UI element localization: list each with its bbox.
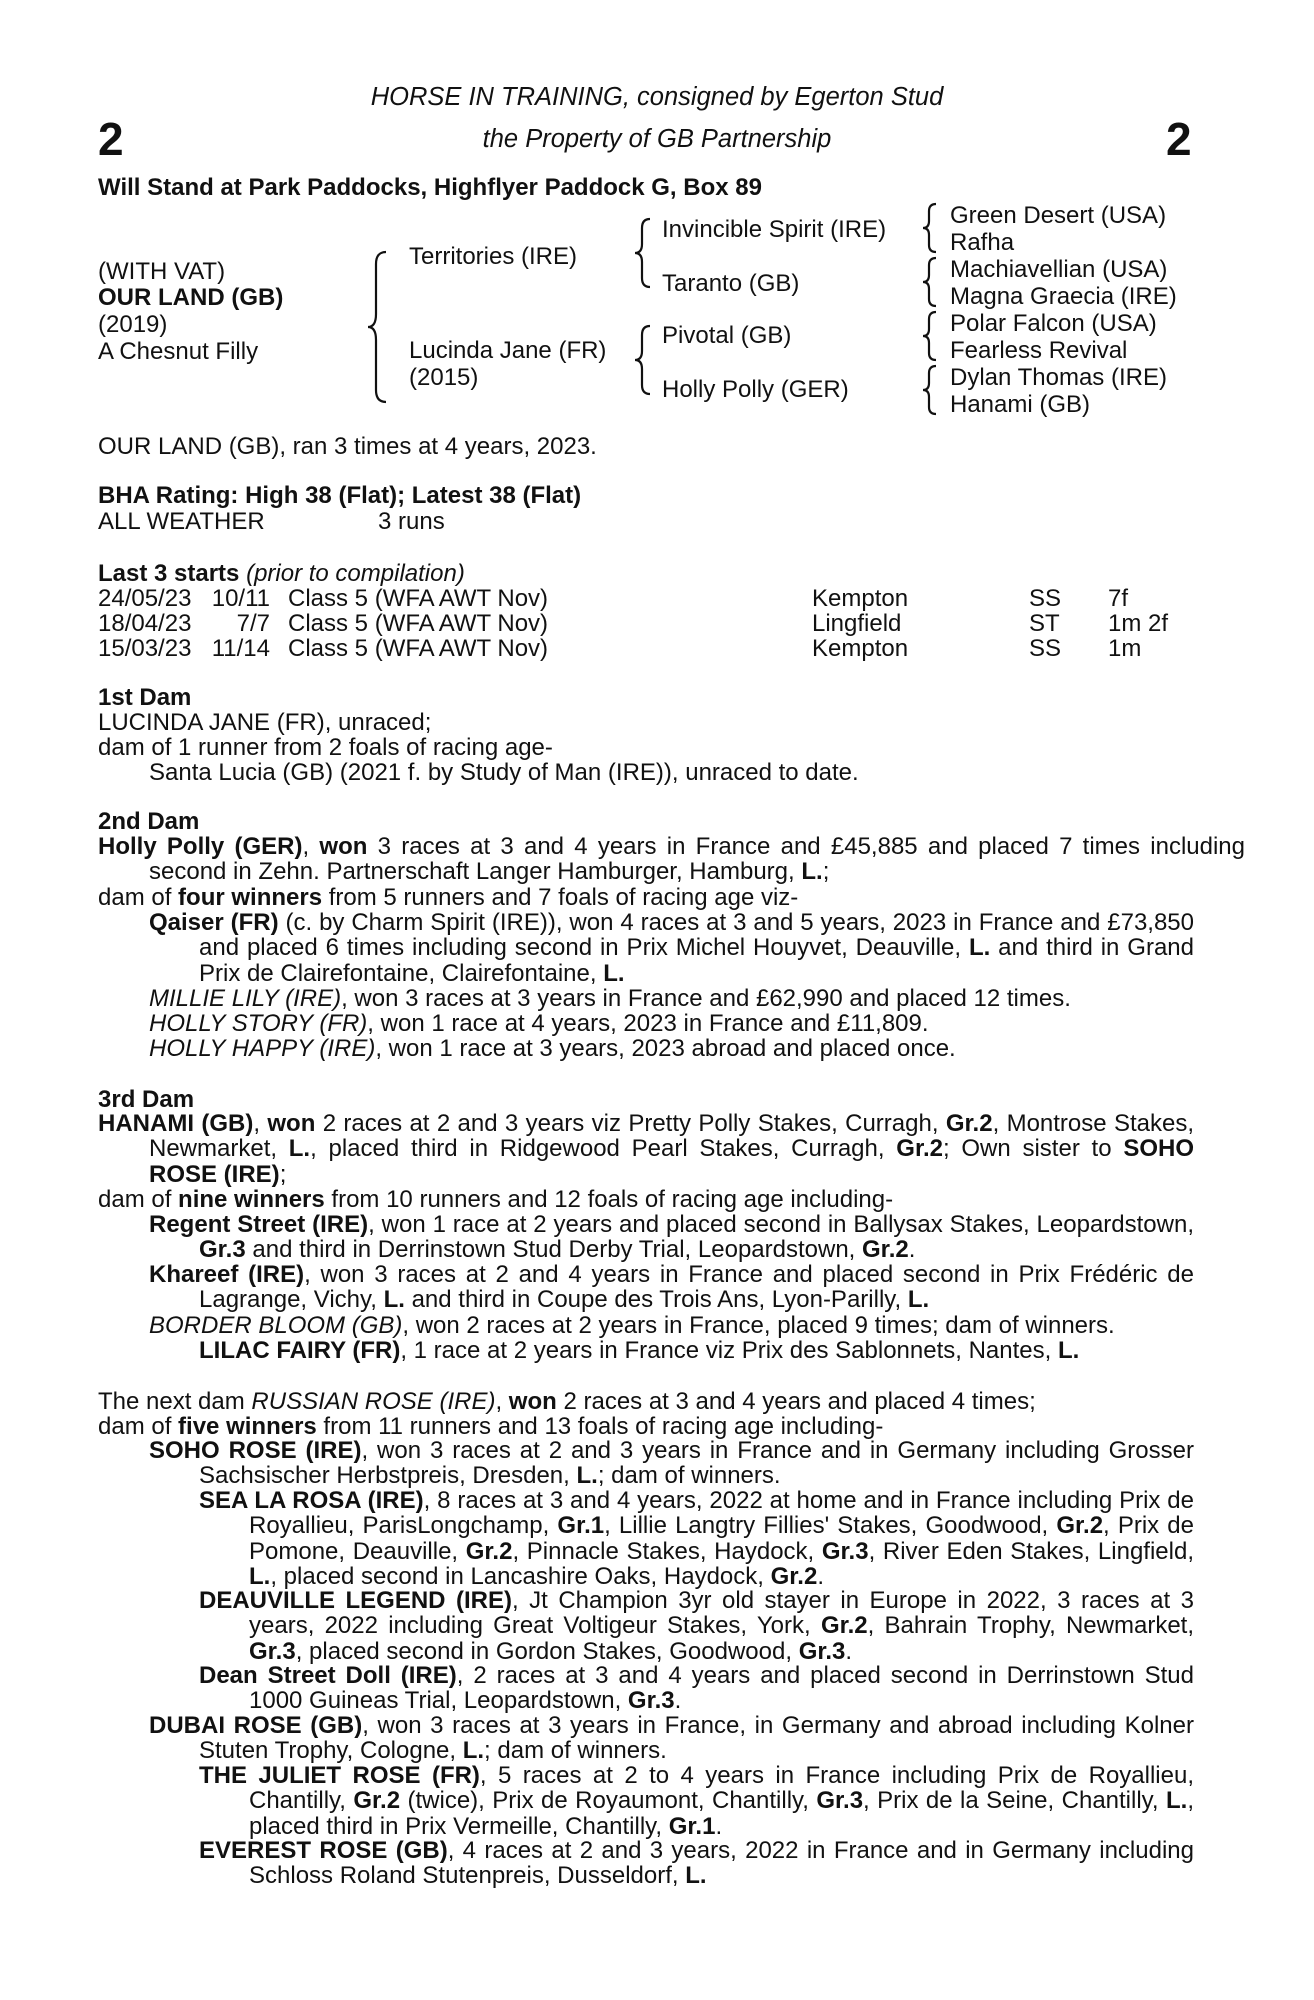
start-date: 18/04/23 <box>98 610 192 637</box>
start-race: Class 5 (WFA AWT Nov) <box>288 585 549 612</box>
surface-label: ALL WEATHER <box>98 508 265 535</box>
pedigree-gg-6: Fearless Revival <box>950 337 1128 364</box>
pedigree-brace-5 <box>920 255 940 309</box>
second-dam-record: Holly Polly (GER), won 3 races at 3 and 4 years in France and £45,885 and placed 7 times including second in Zehn. Partnerschaft Langer Hamburger, Hamburg, L.; <box>98 833 1245 886</box>
start-race: Class 5 (WFA AWT Nov) <box>288 635 549 662</box>
produce-regent-street: Regent Street (IRE), won 1 race at 2 years and placed second in Ballysax Stakes, Leopardstown, Gr.3 and third in Derrinstown Stud Derby Trial, Leopardstown, Gr.2. <box>149 1211 1194 1264</box>
pedigree-brace-6 <box>920 309 940 363</box>
produce-holly-story: HOLLY STORY (FR), won 1 race at 4 years, 2023 in France and £11,809. <box>149 1010 929 1037</box>
pedigree-sire-sire: Invincible Spirit (IRE) <box>662 216 887 243</box>
first-dam-line1: LUCINDA JANE (FR), unraced; <box>98 709 432 736</box>
stand-location: Will Stand at Park Paddocks, Highflyer Paddock G, Box 89 <box>98 174 762 201</box>
start-distance: 7f <box>1108 585 1129 612</box>
horse-name: OUR LAND (GB) <box>98 284 284 311</box>
first-dam-line2: dam of 1 runner from 2 foals of racing age- <box>98 734 553 761</box>
pedigree-sire: Territories (IRE) <box>409 243 578 270</box>
produce-holly-happy: HOLLY HAPPY (IRE), won 1 race at 3 years, 2023 abroad and placed once. <box>149 1035 956 1062</box>
produce-qaiser: Qaiser (FR) (c. by Charm Spirit (IRE)), won 4 races at 3 and 5 years, 2023 in France and £73,850 and placed 6 times including second in Prix Michel Houyvet, Deauville, L. and third in Grand Prix de Clairefontaine, Clairefontaine, L. <box>149 909 1194 987</box>
produce-soho-rose: SOHO ROSE (IRE), won 3 races at 2 and 3 years in France and in Germany including Grosser Sachsischer Herbstpreis, Dresden, L.; dam of winners. <box>149 1437 1194 1490</box>
pedigree-brace-3 <box>632 323 654 397</box>
pedigree-gg-7: Dylan Thomas (IRE) <box>950 364 1167 391</box>
vat-note: (WITH VAT) <box>98 258 226 285</box>
pedigree-dam-dam: Holly Polly (GER) <box>662 376 849 403</box>
first-dam-produce: Santa Lucia (GB) (2021 f. by Study of Man (IRE)), unraced to date. <box>149 759 859 786</box>
produce-sea-la-rosa: SEA LA ROSA (IRE), 8 races at 3 and 4 years, 2022 at home and in France including Prix de Royallieu, ParisLongchamp, Gr.1, Lillie Langtry Fillies' Stakes, Goodwood, Gr.2, Prix de Pomone, Deauville, Gr.2, Pinnacle Stakes, Haydock, Gr.3, River Eden Stakes, Lingfield, L., placed second in Lancashire Oaks, Haydock, Gr.2. <box>199 1487 1195 1590</box>
pedigree-gg-4: Magna Graecia (IRE) <box>950 283 1177 310</box>
second-dam-produce-summary: dam of four winners from 5 runners and 7 foals of racing age viz- <box>98 884 799 911</box>
pedigree-gg-3: Machiavellian (USA) <box>950 256 1168 283</box>
catalogue-header-line1: HORSE IN TRAINING, consigned by Egerton Stud <box>370 83 944 111</box>
starts-heading: Last 3 starts (prior to compilation) <box>98 560 465 587</box>
start-date: 15/03/23 <box>98 635 192 662</box>
horse-description: A Chesnut Filly <box>98 338 259 365</box>
produce-deauville-legend: DEAUVILLE LEGEND (IRE), Jt Champion 3yr old stayer in Europe in 2022, 3 races at 3 years, 2022 including Great Voltigeur Stakes, York, Gr.2, Bahrain Trophy, Newmarket, Gr.3, placed second in Gordon Stakes, Goodwood, Gr.3. <box>199 1587 1195 1665</box>
start-going: SS <box>1029 635 1062 662</box>
lot-number-left: 2 <box>98 113 124 165</box>
pedigree-dam: Lucinda Jane (FR) <box>409 337 607 364</box>
start-going: SS <box>1029 585 1062 612</box>
produce-border-bloom: BORDER BLOOM (GB), won 2 races at 2 years in France, placed 9 times; dam of winners. <box>149 1312 1115 1339</box>
race-summary: OUR LAND (GB), ran 3 times at 4 years, 2023. <box>98 433 597 460</box>
pedigree-gg-2: Rafha <box>950 229 1015 256</box>
start-position: 7/7 <box>236 610 270 637</box>
pedigree-gg-5: Polar Falcon (USA) <box>950 310 1157 337</box>
pedigree-brace-2 <box>632 216 654 290</box>
start-date: 24/05/23 <box>98 585 192 612</box>
start-position: 10/11 <box>211 585 270 612</box>
pedigree-gg-1: Green Desert (USA) <box>950 202 1167 229</box>
lot-number-right: 2 <box>1166 113 1192 165</box>
second-dam-heading: 2nd Dam <box>98 808 200 835</box>
start-race: Class 5 (WFA AWT Nov) <box>288 610 549 637</box>
start-position: 11/14 <box>211 635 270 662</box>
start-distance: 1m <box>1108 635 1142 662</box>
start-course: Lingfield <box>812 610 902 637</box>
first-dam-heading: 1st Dam <box>98 684 192 711</box>
pedigree-dam-year: (2015) <box>409 364 479 391</box>
next-dam-produce-summary: dam of five winners from 11 runners and 13 foals of racing age including- <box>98 1413 884 1440</box>
produce-everest-rose: EVEREST ROSE (GB), 4 races at 2 and 3 years, 2022 in France and in Germany including Schloss Roland Stutenpreis, Dusseldorf, L. <box>199 1837 1194 1890</box>
produce-dubai-rose: DUBAI ROSE (GB), won 3 races at 3 years in France, in Germany and abroad including Kolner Stuten Trophy, Cologne, L.; dam of winners. <box>149 1712 1194 1765</box>
pedigree-brace-7 <box>920 363 940 417</box>
pedigree-dam-sire: Pivotal (GB) <box>662 322 792 349</box>
bha-rating: BHA Rating: High 38 (Flat); Latest 38 (Flat) <box>98 482 582 509</box>
produce-millie-lily: MILLIE LILY (IRE), won 3 races at 3 years in France and £62,990 and placed 12 times. <box>149 985 1071 1012</box>
surface-runs: 3 runs <box>378 508 445 535</box>
third-dam-produce-summary: dam of nine winners from 10 runners and 12 foals of racing age including- <box>98 1186 894 1213</box>
pedigree-brace-1 <box>366 248 392 406</box>
produce-dean-street-doll: Dean Street Doll (IRE), 2 races at 3 and 4 years and placed second in Derrinstown Stud 1000 Guineas Trial, Leopardstown, Gr.3. <box>199 1662 1194 1715</box>
start-course: Kempton <box>812 585 909 612</box>
pedigree-sire-dam: Taranto (GB) <box>662 270 800 297</box>
start-going: ST <box>1029 610 1060 637</box>
third-dam-heading: 3rd Dam <box>98 1086 195 1113</box>
pedigree-gg-8: Hanami (GB) <box>950 391 1091 418</box>
start-distance: 1m 2f <box>1108 610 1169 637</box>
produce-khareef: Khareef (IRE), won 3 races at 2 and 4 years in France and placed second in Prix Frédéric de Lagrange, Vichy, L. and third in Coupe des Trois Ans, Lyon-Parilly, L. <box>149 1261 1194 1314</box>
next-dam-record: The next dam RUSSIAN ROSE (IRE), won 2 races at 3 and 4 years and placed 4 times; <box>98 1388 1036 1415</box>
pedigree-brace-4 <box>920 201 940 255</box>
third-dam-record: HANAMI (GB), won 2 races at 2 and 3 years viz Pretty Polly Stakes, Curragh, Gr.2, Montrose Stakes, Newmarket, L., placed third in Ridgewood Pearl Stakes, Curragh, Gr.2; Own sister to SOHO ROSE (IRE); <box>98 1110 1195 1188</box>
produce-lilac-fairy: LILAC FAIRY (FR), 1 race at 2 years in France viz Prix des Sablonnets, Nantes, L. <box>199 1337 1080 1364</box>
start-course: Kempton <box>812 635 909 662</box>
horse-year: (2019) <box>98 311 168 338</box>
catalogue-header-line2: the Property of GB Partnership <box>482 125 832 153</box>
produce-the-juliet-rose: THE JULIET ROSE (FR), 5 races at 2 to 4 years in France including Prix de Royallieu, Chantilly, Gr.2 (twice), Prix de Royaumont, Chantilly, Gr.3, Prix de la Seine, Chantilly, L., placed third in Prix Vermeille, Chantilly, Gr.1. <box>199 1762 1194 1840</box>
